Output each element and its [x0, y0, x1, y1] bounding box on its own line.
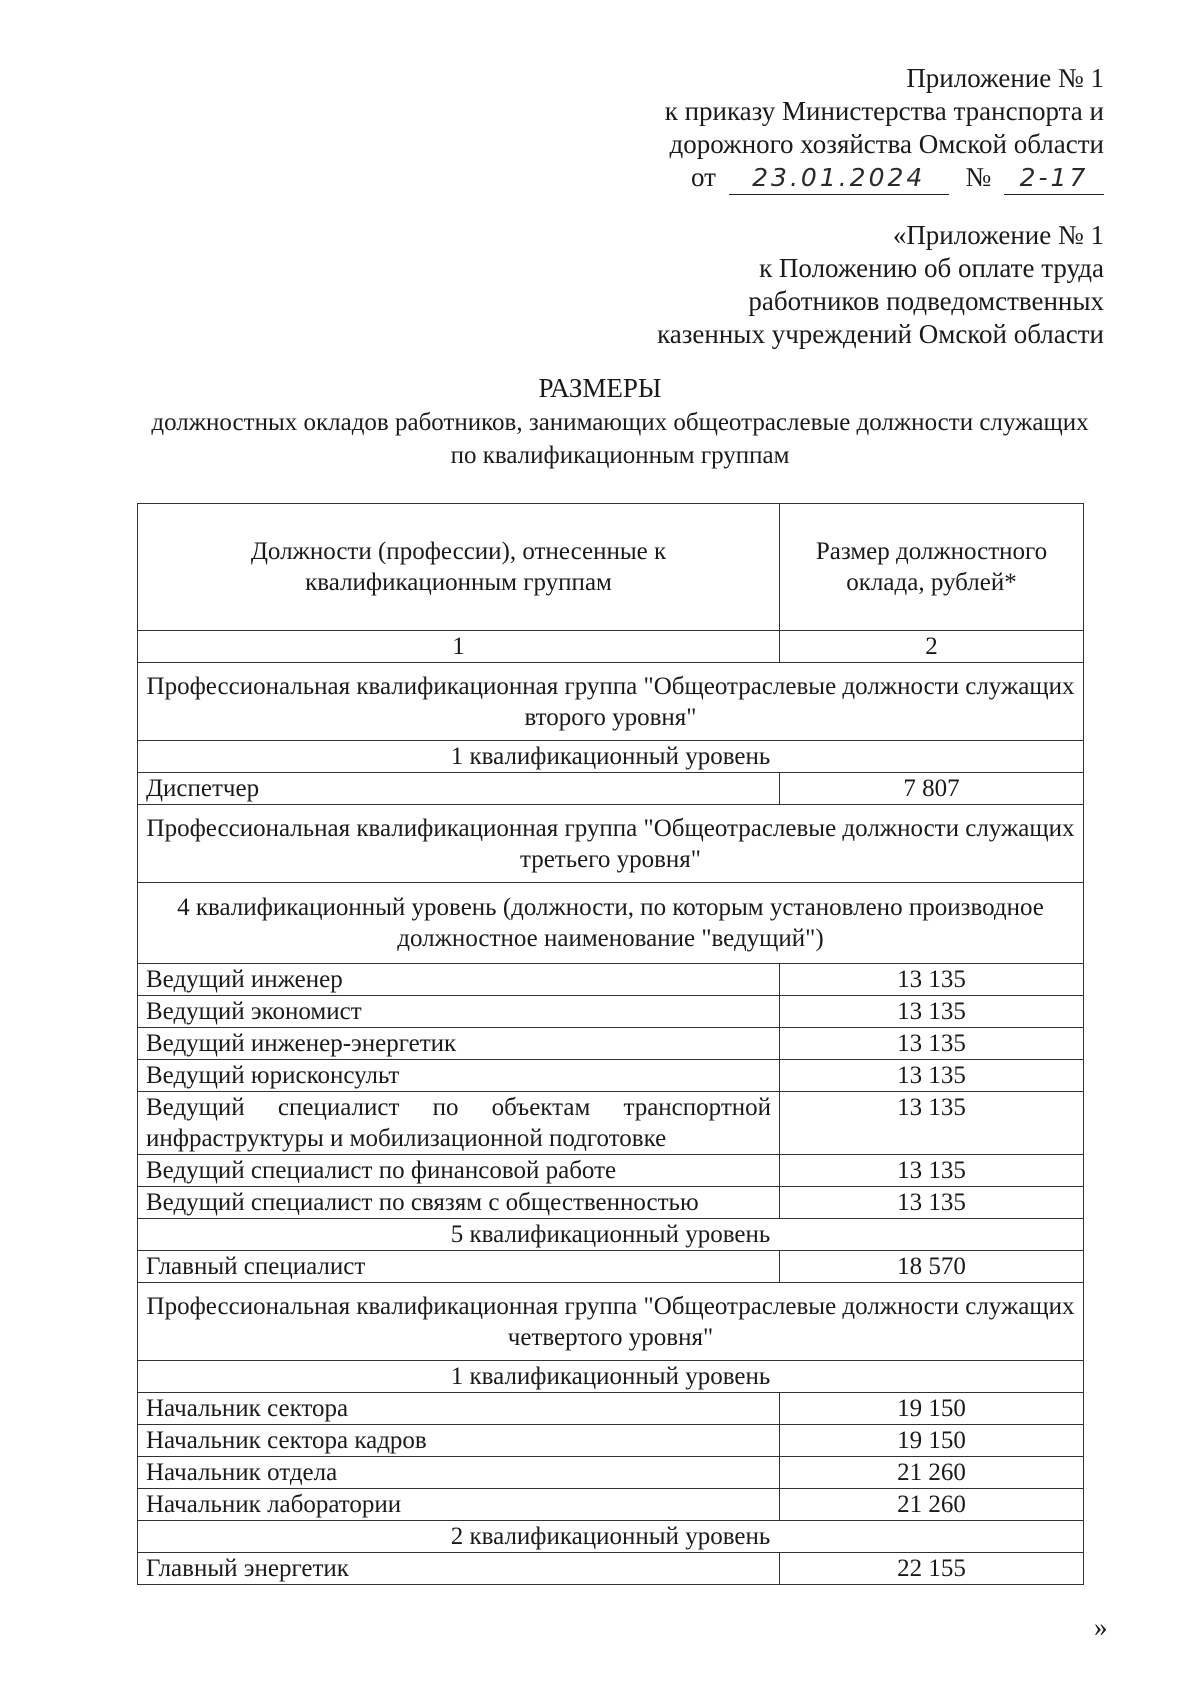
position-name: Главный энергетик	[138, 1553, 780, 1585]
position-name: Главный специалист	[138, 1251, 780, 1283]
column-number-row	[138, 631, 1084, 663]
table-row	[138, 1028, 1084, 1060]
qualification-group-row	[138, 663, 1084, 741]
position-name: Ведущий инженер	[138, 964, 780, 996]
qualification-level: 1 квалификационный уровень	[138, 741, 1084, 773]
table-header-row	[138, 504, 1084, 631]
column-number: 2	[780, 631, 1084, 663]
table-row	[138, 1489, 1084, 1521]
salary-value: 13 135	[780, 1092, 1084, 1155]
table-row	[138, 1251, 1084, 1283]
table-row	[138, 964, 1084, 996]
qualification-level: 5 квалификационный уровень	[138, 1219, 1084, 1251]
salary-value: 13 135	[780, 964, 1084, 996]
salary-value: 21 260	[780, 1489, 1084, 1521]
table-row	[138, 1425, 1084, 1457]
salary-value: 13 135	[780, 1060, 1084, 1092]
table-row	[138, 1092, 1084, 1155]
table-row	[138, 1187, 1084, 1219]
qualification-group: Профессиональная квалификационная группа "Общеотраслевые должности служащих третьего уровня"	[138, 805, 1084, 883]
qualification-group: Профессиональная квалификационная группа "Общеотраслевые должности служащих четвертого уровня"	[138, 1283, 1084, 1361]
appendix-line: дорожного хозяйства Омской области	[669, 129, 1104, 159]
position-name: Ведущий специалист по финансовой работе	[138, 1155, 780, 1187]
appendix-header	[665, 62, 1104, 195]
regulation-line: казенных учреждений Омской области	[657, 319, 1104, 349]
table-row	[138, 1553, 1084, 1585]
regulation-line: «Приложение № 1	[892, 220, 1104, 250]
table-row	[138, 1393, 1084, 1425]
document-subtitle: должностных окладов работников, занимающих общеотраслевые должности служащих по квалификационным группам	[151, 409, 1089, 469]
position-name: Ведущий экономист	[138, 996, 780, 1028]
qualification-level-row	[138, 1521, 1084, 1553]
order-date-number-line	[665, 161, 1104, 195]
header-salary: Размер должностного оклада, рублей*	[780, 504, 1084, 631]
qualification-level: 2 квалификационный уровень	[138, 1521, 1084, 1553]
qualification-level: 4 квалификационный уровень (должности, по которым установлено производное должностное наименование "ведущий")	[138, 883, 1084, 964]
position-name: Начальник лаборатории	[138, 1489, 780, 1521]
position-name: Ведущий специалист по объектам транспортной инфраструктуры и мобилизационной подготовке	[138, 1092, 780, 1155]
order-date-handwritten: 23.01.2024	[729, 161, 949, 195]
qualification-level-row	[138, 883, 1084, 964]
table-row	[138, 773, 1084, 805]
salary-table	[137, 503, 1084, 1585]
qualification-group: Профессиональная квалификационная группа "Общеотраслевые должности служащих второго уровня"	[138, 663, 1084, 741]
salary-value: 13 135	[780, 1028, 1084, 1060]
position-name: Ведущий инженер-энергетик	[138, 1028, 780, 1060]
qualification-group-row	[138, 805, 1084, 883]
salary-value: 19 150	[780, 1393, 1084, 1425]
position-name: Ведущий юрисконсульт	[138, 1060, 780, 1092]
order-number-handwritten: 2-17	[1004, 161, 1104, 195]
position-name: Ведущий специалист по связям с общественностью	[138, 1187, 780, 1219]
position-name: Начальник отдела	[138, 1457, 780, 1489]
document-title: РАЗМЕРЫ	[538, 373, 662, 403]
salary-value: 18 570	[780, 1251, 1084, 1283]
salary-value: 22 155	[780, 1553, 1084, 1585]
position-name: Начальник сектора кадров	[138, 1425, 780, 1457]
qualification-group-row	[138, 1283, 1084, 1361]
qualification-level-row	[138, 1219, 1084, 1251]
qualification-level: 1 квалификационный уровень	[138, 1361, 1084, 1393]
table-row	[138, 1155, 1084, 1187]
table-row	[138, 996, 1084, 1028]
salary-value: 19 150	[780, 1425, 1084, 1457]
closing-quote: »	[1094, 1612, 1108, 1642]
table-row	[138, 1457, 1084, 1489]
salary-value: 13 135	[780, 1155, 1084, 1187]
regulation-line: к Положению об оплате труда	[759, 253, 1104, 283]
position-name: Начальник сектора	[138, 1393, 780, 1425]
salary-value: 21 260	[780, 1457, 1084, 1489]
appendix-line: к приказу Министерства транспорта и	[664, 96, 1104, 126]
column-number: 1	[138, 631, 780, 663]
qualification-level-row	[138, 741, 1084, 773]
salary-value: 13 135	[780, 1187, 1084, 1219]
number-prefix: №	[965, 162, 992, 192]
salary-value: 13 135	[780, 996, 1084, 1028]
regulation-header	[657, 219, 1104, 351]
header-positions: Должности (профессии), отнесенные к квалификационным группам	[138, 504, 780, 631]
regulation-line: работников подведомственных	[748, 286, 1104, 316]
salary-value: 7 807	[780, 773, 1084, 805]
date-prefix: от	[691, 162, 716, 192]
table-row	[138, 1060, 1084, 1092]
position-name: Диспетчер	[138, 773, 780, 805]
qualification-level-row	[138, 1361, 1084, 1393]
appendix-line: Приложение № 1	[906, 63, 1104, 93]
